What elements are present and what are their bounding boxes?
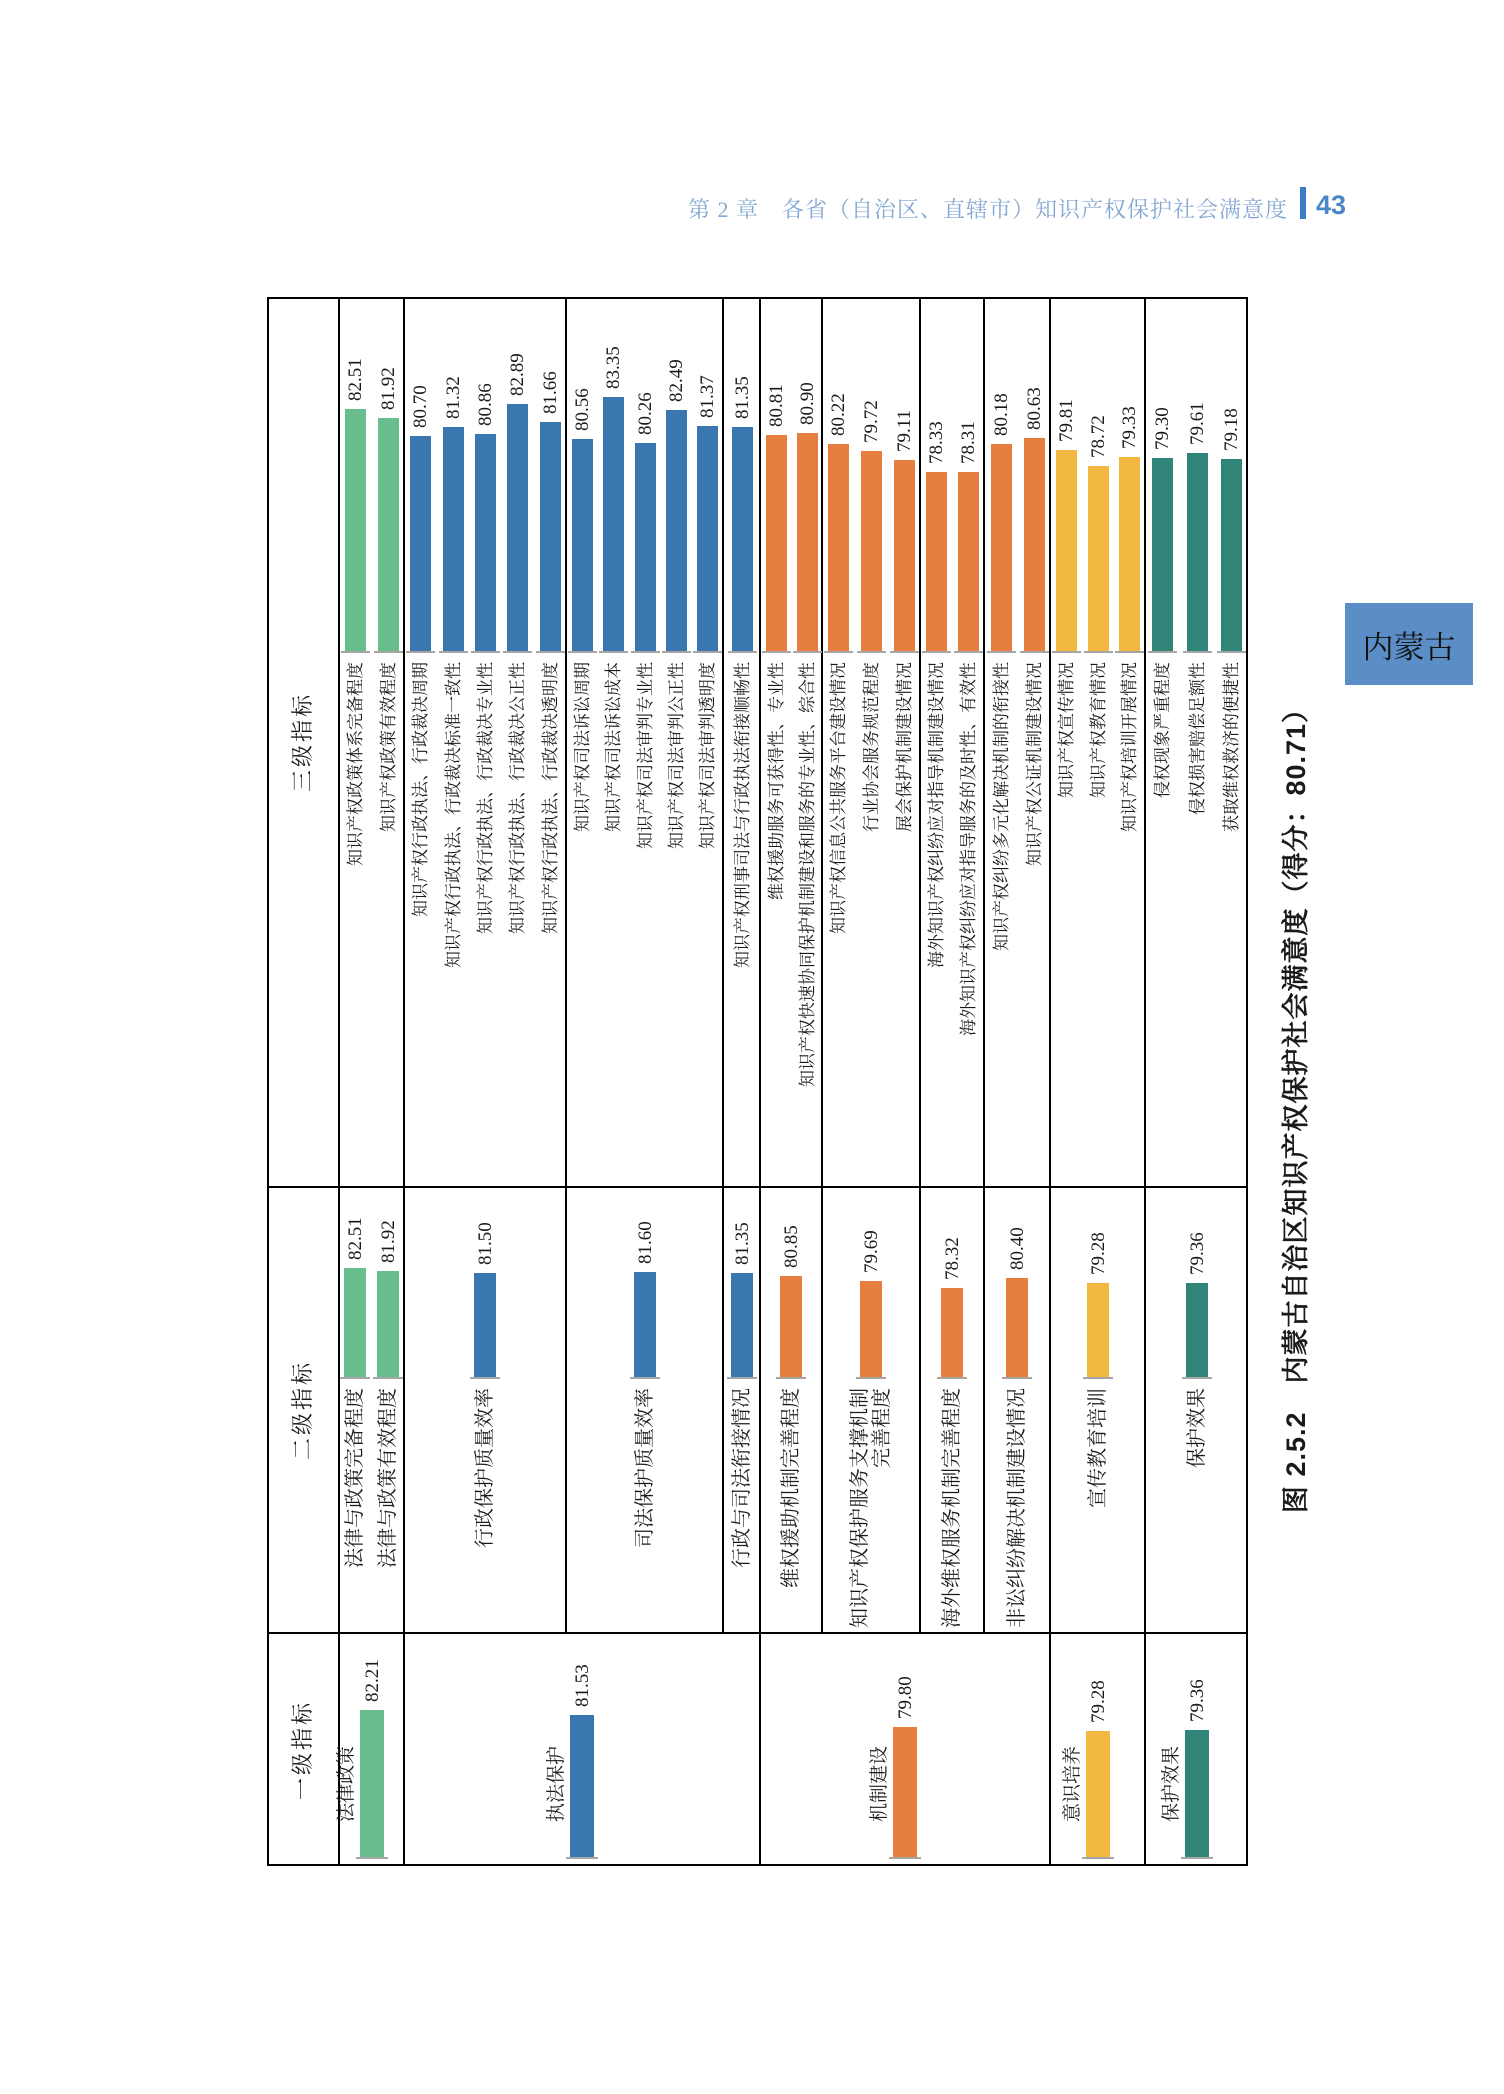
bar: [540, 422, 561, 652]
bar: [475, 434, 496, 652]
grid-vline: [1049, 297, 1051, 1633]
grid-hline: [267, 1186, 1248, 1188]
bar-label: 维权援助机制完善程度: [780, 1388, 802, 1588]
bar-label: 法律与政策完备程度: [344, 1388, 366, 1568]
bar: [603, 397, 624, 652]
bar: [861, 451, 882, 652]
bar-label: 行政保护质量效率: [474, 1388, 496, 1548]
bar: [378, 418, 399, 652]
bar: [991, 444, 1012, 652]
band-baseline-tick: [824, 651, 853, 653]
bar: [443, 427, 464, 652]
bar-value: 79.36: [1186, 1679, 1208, 1722]
region-tab: [1345, 603, 1473, 685]
bar-value: 80.86: [474, 383, 496, 426]
bar-value: 78.33: [925, 421, 947, 464]
band-title: 一级指标: [290, 1699, 315, 1800]
bar-label: 知识产权司法诉讼成本: [603, 662, 623, 832]
bar-value: 79.28: [1087, 1680, 1109, 1723]
bar-value: 81.66: [539, 371, 561, 414]
bar: [344, 1268, 366, 1378]
band-baseline-tick: [776, 1377, 806, 1379]
bar-value: 83.35: [602, 346, 624, 389]
band-baseline-tick: [890, 651, 919, 653]
bar-value: 81.32: [442, 376, 464, 419]
bar-label: 法律与政策有效程度: [377, 1388, 399, 1568]
bar: [697, 426, 718, 652]
band-baseline-tick: [922, 651, 951, 653]
bar-label: 知识产权行政执法、行政裁决标准一致性: [443, 662, 463, 968]
bar-value: 81.60: [634, 1221, 656, 1264]
band-baseline-tick: [503, 651, 532, 653]
bar-value: 81.92: [377, 1220, 399, 1263]
bar-label: 维权援助服务可获得性、专业性: [766, 662, 786, 900]
bar-value: 79.61: [1186, 402, 1208, 445]
page-number: 43: [1316, 190, 1347, 220]
bar: [894, 460, 915, 652]
bar-label: 知识产权司法审判公正性: [666, 662, 686, 849]
grid-vline: [565, 297, 567, 1633]
bar: [731, 1273, 753, 1378]
bar: [958, 472, 979, 652]
bar-label: 宣传教育培训: [1087, 1388, 1109, 1508]
band-baseline-tick: [987, 651, 1016, 653]
band-baseline-tick: [856, 1377, 886, 1379]
bar-label: 知识产权行政执法、行政裁决公正性: [507, 662, 527, 934]
region-tab-label: 内蒙古: [1362, 629, 1456, 665]
bar: [360, 1710, 384, 1858]
bar: [507, 404, 528, 652]
band-baseline-tick: [406, 651, 435, 653]
bar-label: 知识产权保护服务支撑机制: [849, 1388, 871, 1628]
band-baseline-tick: [954, 651, 983, 653]
bar: [732, 427, 753, 652]
grid-vline: [403, 1633, 405, 1866]
band-baseline-tick: [341, 651, 370, 653]
grid-vline: [722, 297, 724, 1633]
bar-value: 80.18: [990, 393, 1012, 436]
grid-vline: [821, 297, 823, 1633]
bar: [941, 1288, 963, 1378]
band-baseline-tick: [1083, 1377, 1113, 1379]
grid-vline: [919, 297, 921, 1633]
bar-label: 完善程度: [871, 1388, 893, 1468]
bar-label: 知识产权司法诉讼周期: [572, 662, 592, 832]
bar-value: 80.85: [780, 1225, 802, 1268]
bar-value: 81.50: [474, 1222, 496, 1265]
band-baseline-tick: [857, 651, 886, 653]
bar-label: 海外知识产权纠纷应对指导服务的及时性、有效性: [958, 662, 978, 1036]
band-baseline-tick: [374, 651, 403, 653]
band-baseline-tick: [1115, 651, 1144, 653]
bar-label: 知识产权培训开展情况: [1119, 662, 1139, 832]
bar-label: 侵权现象严重程度: [1152, 662, 1172, 798]
bar-value: 81.35: [731, 1222, 753, 1265]
bar-value: 80.90: [796, 382, 818, 425]
bar-value: 78.32: [941, 1237, 963, 1280]
bar-value: 79.18: [1220, 408, 1242, 451]
bar: [1152, 458, 1173, 652]
bar-label: 保护效果: [1160, 1746, 1182, 1823]
bar: [797, 433, 818, 652]
bar-label: 知识产权行政执法、行政裁决周期: [410, 662, 430, 917]
bar: [635, 443, 656, 652]
bar: [860, 1281, 882, 1378]
bar: [893, 1727, 917, 1858]
bar-label: 知识产权宣传情况: [1056, 662, 1076, 798]
band-baseline-tick: [693, 651, 722, 653]
band-baseline-tick: [1020, 651, 1049, 653]
bar-value: 80.63: [1023, 387, 1045, 430]
bar-label: 知识产权行政执法、行政裁决专业性: [475, 662, 495, 934]
bar-value: 81.35: [731, 376, 753, 419]
band-baseline-tick: [599, 651, 628, 653]
bar-value: 79.30: [1151, 407, 1173, 450]
bar-label: 知识产权信息公共服务平台建设情况: [828, 662, 848, 934]
band-baseline-tick: [356, 1857, 388, 1859]
grid-vline: [1144, 297, 1146, 1633]
bar: [1119, 457, 1140, 652]
bar: [345, 409, 366, 652]
grid-vline: [1049, 1633, 1051, 1866]
bar-value: 82.51: [344, 1217, 366, 1260]
band-baseline-tick: [470, 1377, 500, 1379]
page-number-accent-bar: [1300, 187, 1306, 219]
bar-label: 知识产权行政执法、行政裁决透明度: [540, 662, 560, 934]
bar: [926, 472, 947, 652]
bar-value: 79.69: [860, 1230, 882, 1273]
band-baseline-tick: [937, 1377, 967, 1379]
bar-value: 79.33: [1118, 406, 1140, 449]
bar-label: 机制建设: [868, 1746, 890, 1823]
bar: [666, 410, 687, 652]
bar-value: 80.81: [765, 384, 787, 427]
band-baseline-tick: [340, 1377, 370, 1379]
band-baseline-tick: [1181, 1857, 1213, 1859]
grid-hline: [267, 1632, 1248, 1634]
band-baseline-tick: [728, 651, 757, 653]
bar-label: 知识产权政策有效程度: [378, 662, 398, 832]
bar-label: 保护效果: [1186, 1388, 1208, 1468]
bar-value: 79.36: [1186, 1232, 1208, 1275]
band-baseline-tick: [630, 1377, 660, 1379]
bar: [766, 435, 787, 652]
bar-value: 79.81: [1055, 399, 1077, 442]
band-title: 二级指标: [290, 1359, 315, 1461]
bar-value: 79.28: [1087, 1232, 1109, 1275]
bar: [1086, 1731, 1110, 1858]
bar-label: 知识产权教育情况: [1088, 662, 1108, 798]
band-baseline-tick: [568, 651, 597, 653]
band-baseline-tick: [1052, 651, 1081, 653]
bar-label: 侵权损害赔偿足额性: [1187, 662, 1207, 815]
bar-value: 80.22: [827, 393, 849, 436]
bar: [780, 1276, 802, 1378]
bar-label: 行政与司法衔接情况: [731, 1388, 753, 1568]
bar-label: 海外维权服务机制完善程度: [941, 1388, 963, 1628]
bar-label: 意识培养: [1061, 1746, 1083, 1823]
bar-label: 知识产权司法审判透明度: [697, 662, 717, 849]
band-title: 三级指标: [290, 691, 315, 793]
bar-value: 78.72: [1087, 415, 1109, 458]
figure-caption: 图 2.5.2 内蒙古自治区知识产权保护社会满意度（得分：80.71）: [1281, 694, 1311, 1514]
bar-label: 知识产权纠纷多元化解决机制的衔接性: [991, 662, 1011, 951]
bar-value: 81.37: [696, 375, 718, 418]
bar: [474, 1273, 496, 1378]
band-baseline-tick: [889, 1857, 921, 1859]
band-baseline-tick: [662, 651, 691, 653]
bar: [410, 436, 431, 652]
bar-label: 非讼纠纷解决机制建设情况: [1006, 1388, 1028, 1628]
chapter-title: 第 2 章 各省（自治区、直辖市）知识产权保护社会满意度: [687, 197, 1288, 222]
bar-value: 80.26: [634, 392, 656, 435]
band-baseline-tick: [1082, 1857, 1114, 1859]
bar-label: 知识产权快速协同保护机制建设和服务的专业性、综合性: [797, 662, 817, 1087]
grid-vline: [338, 297, 340, 1866]
band-baseline-tick: [566, 1857, 598, 1859]
bar: [1185, 1730, 1209, 1858]
bar: [572, 439, 593, 652]
band-baseline-tick: [1217, 651, 1246, 653]
band-baseline-tick: [439, 651, 468, 653]
bar-value: 78.31: [957, 421, 979, 464]
band-baseline-tick: [1182, 1377, 1212, 1379]
bar: [1187, 453, 1208, 652]
bar-value: 80.70: [409, 385, 431, 428]
bar-label: 获取维权救济的便捷性: [1221, 662, 1241, 832]
bar-label: 海外知识产权纠纷应对指导机制建设情况: [926, 662, 946, 968]
bar-label: 法律政策: [335, 1746, 357, 1823]
bar: [1186, 1283, 1208, 1378]
bar-label: 行业协会服务规范程度: [861, 662, 881, 832]
bar-value: 81.53: [571, 1664, 593, 1707]
bar-value: 82.89: [506, 353, 528, 396]
bar-value: 80.40: [1006, 1227, 1028, 1270]
band-baseline-tick: [1002, 1377, 1032, 1379]
bar-value: 82.21: [361, 1659, 383, 1702]
bar-value: 79.72: [860, 400, 882, 443]
band-baseline-tick: [536, 651, 565, 653]
grid-vline: [759, 1633, 761, 1866]
bar-label: 知识产权公证机制建设情况: [1024, 662, 1044, 866]
bar: [1087, 1283, 1109, 1378]
bar-label: 展会保护机制建设情况: [894, 662, 914, 832]
bar-label: 司法保护质量效率: [634, 1388, 656, 1548]
band-baseline-tick: [373, 1377, 403, 1379]
grid-vline: [759, 297, 761, 1633]
band-baseline-tick: [793, 651, 822, 653]
bar-label: 执法保护: [545, 1746, 567, 1823]
bar-label: 知识产权政策体系完备程度: [345, 662, 365, 866]
bar: [1056, 450, 1077, 652]
bar: [634, 1272, 656, 1378]
bar: [1088, 466, 1109, 652]
bar: [1024, 438, 1045, 652]
bar: [1221, 459, 1242, 652]
bar-value: 79.11: [893, 409, 915, 452]
bar: [1006, 1278, 1028, 1378]
bar-value: 79.80: [894, 1676, 916, 1719]
bar: [570, 1715, 594, 1858]
band-baseline-tick: [631, 651, 660, 653]
grid-vline: [403, 297, 405, 1633]
band-baseline-tick: [727, 1377, 757, 1379]
bar-value: 82.49: [665, 359, 687, 402]
band-baseline-tick: [762, 651, 791, 653]
band-baseline-tick: [1183, 651, 1212, 653]
bar-value: 82.51: [344, 358, 366, 401]
grid-vline: [983, 297, 985, 1633]
bar-label: 知识产权刑事司法与行政执法衔接顺畅性: [732, 662, 752, 968]
bar-value: 81.92: [377, 367, 399, 410]
bar: [828, 444, 849, 652]
bar: [377, 1271, 399, 1378]
bar-label: 知识产权司法审判专业性: [635, 662, 655, 849]
band-baseline-tick: [471, 651, 500, 653]
bar-value: 80.56: [571, 388, 593, 431]
grid-vline: [1144, 1633, 1146, 1866]
band-baseline-tick: [1148, 651, 1177, 653]
band-baseline-tick: [1084, 651, 1113, 653]
